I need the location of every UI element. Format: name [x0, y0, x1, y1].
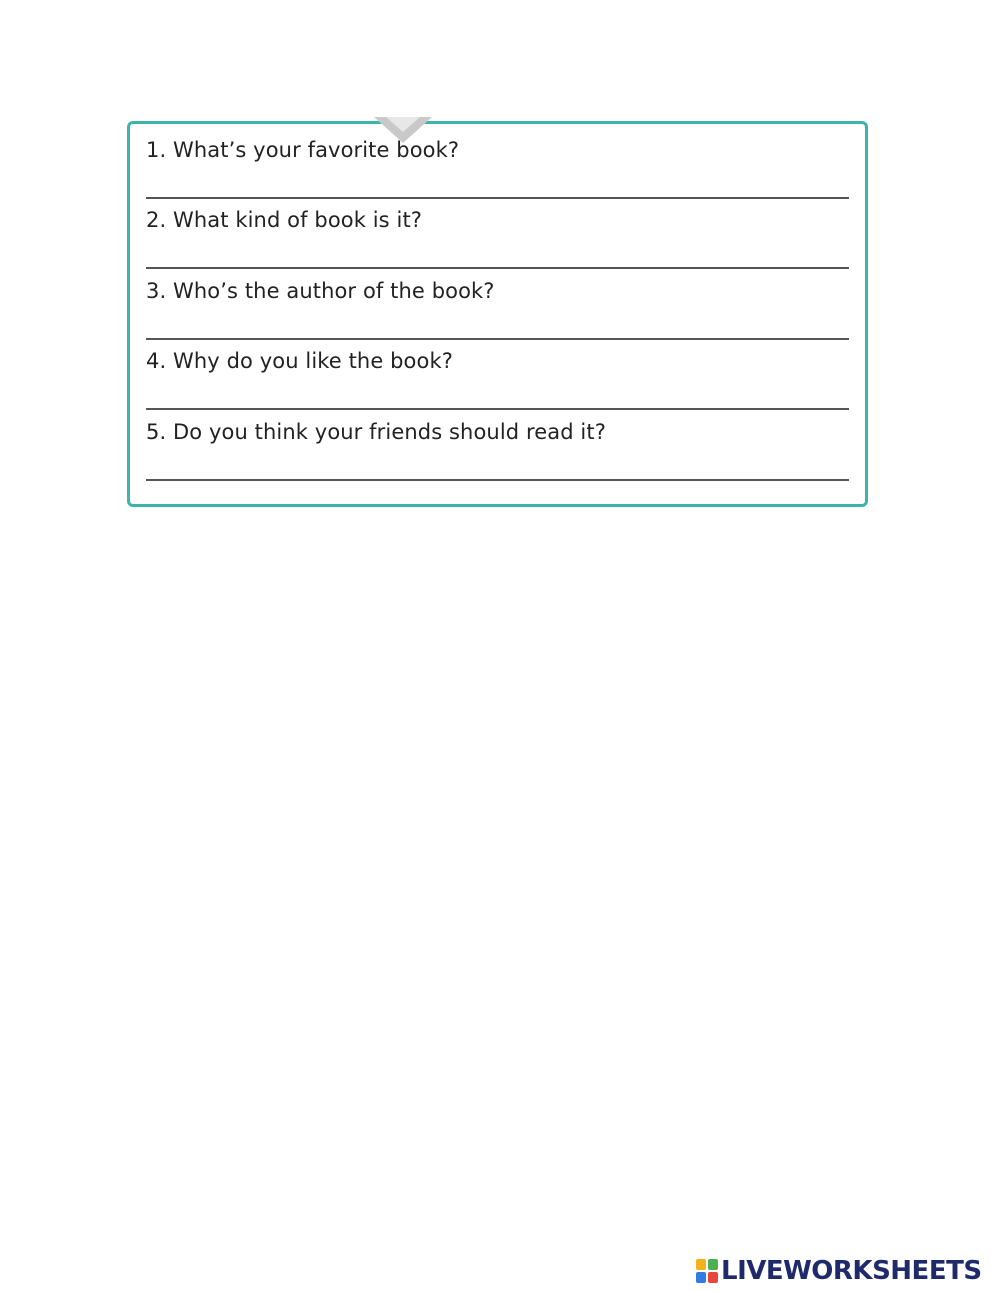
liveworksheets-logo-icon	[696, 1259, 718, 1283]
answer-input-3[interactable]	[146, 308, 849, 338]
answer-line-5	[146, 479, 849, 481]
answer-input-2[interactable]	[146, 237, 849, 267]
answer-input-1[interactable]	[146, 167, 849, 197]
answer-line-4	[146, 408, 849, 410]
answer-line-3	[146, 338, 849, 340]
answer-input-4[interactable]	[146, 378, 849, 408]
question-3: 3. Who’s the author of the book?	[146, 279, 495, 303]
answer-input-5[interactable]	[146, 449, 849, 479]
brand-name: LIVEWORKSHEETS	[721, 1256, 982, 1286]
question-5: 5. Do you think your friends should read it?	[146, 420, 606, 444]
question-1: 1. What’s your favorite book?	[146, 138, 460, 162]
question-4: 4. Why do you like the book?	[146, 349, 453, 373]
answer-line-2	[146, 267, 849, 269]
brand-footer[interactable]	[696, 1256, 982, 1286]
question-2: 2. What kind of book is it?	[146, 208, 423, 232]
answer-line-1	[146, 197, 849, 199]
